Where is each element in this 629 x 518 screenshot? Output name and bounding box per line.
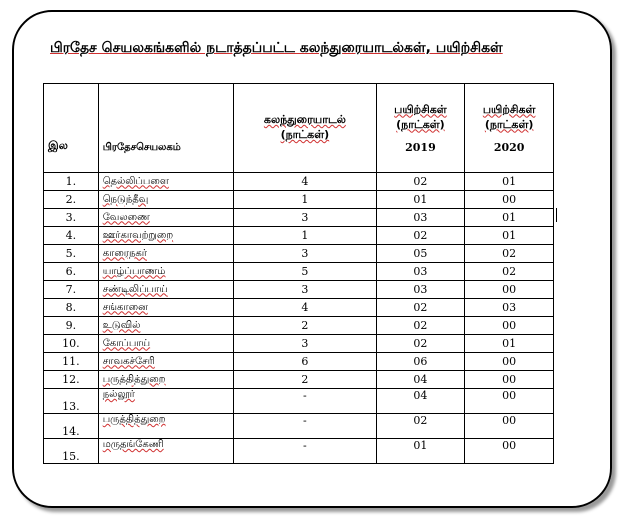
row-training-2019: 01 [376,439,465,464]
row-training-2019: 01 [376,191,465,209]
table-row [44,281,554,299]
row-training-2019: 02 [376,227,465,245]
row-number: 12. [44,371,99,389]
row-discussions: 5 [234,263,376,281]
row-discussions: - [234,439,376,464]
row-training-2020: 02 [465,263,554,281]
header-discussions-label: கலந்துரையாடல் [263,113,346,126]
row-training-2020: 00 [465,281,554,299]
row-discussions: 1 [234,191,376,209]
row-training-2020: 01 [465,335,554,353]
header-training-label: பயிற்சிகள் [482,102,536,116]
table-row [44,263,554,281]
division-name-text: யாழ்ப்பாணம் [102,265,166,277]
division-name-text: வேலணை [102,211,150,223]
row-training-2020: 00 [465,371,554,389]
header-year-2019: 2019 [405,140,436,154]
header-training-2020 [465,84,554,173]
row-number: 7. [44,281,99,299]
summary-table [43,83,554,464]
division-name-text: பருத்தித்துறை [102,373,166,385]
division-name-text: கோப்பாய் [102,337,151,349]
table-row [44,414,554,439]
table-row [44,299,554,317]
division-name-text: ஊர்காவற்றுறை [102,229,174,241]
row-division-name [98,281,233,299]
division-name-text: சாவகச்சேரி [102,355,155,367]
division-name-text: மருதங்கேணி [102,439,164,450]
division-name-text: நெடுந்தீவு [102,193,149,205]
row-division-name [98,299,233,317]
row-training-2020: 01 [465,173,554,191]
row-training-2019: 02 [376,173,465,191]
table-row [44,389,554,414]
row-discussions: 3 [234,209,376,227]
row-division-name [98,414,233,439]
text-cursor [556,208,557,222]
row-division-name [98,191,233,209]
row-training-2019: 02 [376,317,465,335]
table-body [44,173,554,464]
table-row [44,317,554,335]
row-training-2019: 02 [376,335,465,353]
row-training-2019: 05 [376,245,465,263]
header-no: இல [44,84,99,173]
row-training-2020: 02 [465,245,554,263]
row-training-2020: 00 [465,353,554,371]
row-discussions: 1 [234,227,376,245]
table-row [44,227,554,245]
row-division-name [98,227,233,245]
row-number: 4. [44,227,99,245]
header-discussions [234,84,376,173]
row-training-2019: 03 [376,263,465,281]
division-name-text: பருத்தித்துறை [102,414,166,425]
division-name-text: நல்லூர் [102,389,135,400]
row-training-2020: 00 [465,439,554,464]
row-number: 15. [44,439,99,464]
header-training-unit: (நாட்கள்) [484,117,534,131]
table-row [44,353,554,371]
row-training-2020: 00 [465,414,554,439]
row-division-name [98,389,233,414]
row-training-2020: 01 [465,227,554,245]
header-training-2019 [376,84,465,173]
table-row [44,335,554,353]
row-division-name [98,245,233,263]
row-division-name [98,209,233,227]
row-division-name [98,439,233,464]
row-number: 3. [44,209,99,227]
row-division-name [98,263,233,281]
row-training-2019: 03 [376,281,465,299]
row-training-2020: 00 [465,389,554,414]
row-division-name [98,335,233,353]
header-division: பிரதேசசெயலகம் [98,84,233,173]
row-training-2019: 04 [376,371,465,389]
row-division-name [98,317,233,335]
row-discussions: 2 [234,317,376,335]
table-row [44,209,554,227]
row-discussions: - [234,414,376,439]
division-name-text: சங்கானை [102,301,148,313]
page-title: பிரதேச செயலகங்களில் நடாத்தப்பட்ட கலந்துரையாடல்கள், பயிற்சிகள் [50,40,503,56]
row-discussions: 4 [234,173,376,191]
table-row [44,371,554,389]
row-division-name [98,371,233,389]
row-number: 9. [44,317,99,335]
row-number: 11. [44,353,99,371]
row-training-2020: 00 [465,317,554,335]
row-division-name [98,353,233,371]
header-training-unit: (நாட்கள்) [396,117,445,131]
row-number: 14. [44,414,99,439]
row-training-2019: 02 [376,414,465,439]
row-number: 8. [44,299,99,317]
header-training-label: பயிற்சிகள் [394,102,447,116]
row-number: 1. [44,173,99,191]
row-discussions: 2 [234,371,376,389]
row-training-2019: 04 [376,389,465,414]
row-discussions: - [234,389,376,414]
row-training-2020: 01 [465,209,554,227]
division-name-text: உடுவில் [102,319,141,331]
row-division-name [98,173,233,191]
row-number: 2. [44,191,99,209]
row-discussions: 6 [234,353,376,371]
row-number: 13. [44,389,99,414]
table-row [44,191,554,209]
table-header-row [44,84,554,173]
division-name-text: தெல்லிப்பளை [102,175,169,187]
row-training-2020: 03 [465,299,554,317]
row-number: 10. [44,335,99,353]
division-name-text: காரைநகர் [102,247,147,259]
table-row [44,245,554,263]
row-training-2019: 03 [376,209,465,227]
row-training-2019: 02 [376,299,465,317]
header-discussions-unit: (நாட்கள்) [280,128,330,141]
row-discussions: 3 [234,281,376,299]
row-training-2019: 06 [376,353,465,371]
row-number: 5. [44,245,99,263]
header-year-2020: 2020 [493,140,525,154]
row-discussions: 3 [234,335,376,353]
row-discussions: 4 [234,299,376,317]
division-name-text: சண்டிலிப்பாய் [102,283,168,295]
table-row [44,173,554,191]
row-training-2020: 00 [465,191,554,209]
row-discussions: 3 [234,245,376,263]
row-number: 6. [44,263,99,281]
table-row [44,439,554,464]
